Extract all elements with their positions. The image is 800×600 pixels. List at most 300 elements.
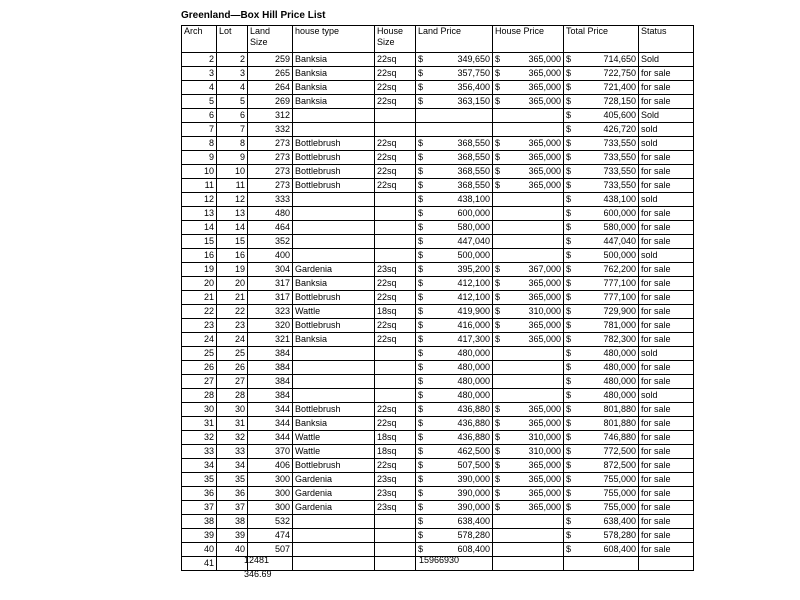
currency-symbol: $ — [495, 152, 501, 162]
cell-house-price — [493, 207, 564, 221]
cell-house-size: 22sq — [375, 81, 416, 95]
currency-symbol: $ — [495, 320, 501, 330]
cell-land-size: 332 — [248, 123, 293, 137]
currency-symbol: $ — [418, 320, 424, 330]
cell-house-price-value: 310,000 — [528, 306, 561, 316]
cell-house-price — [493, 123, 564, 137]
cell-lot: 20 — [217, 277, 248, 291]
cell-house-size: 22sq — [375, 67, 416, 81]
cell-arch: 22 — [182, 305, 217, 319]
cell-land-price-value: 500,000 — [457, 250, 490, 260]
currency-symbol: $ — [418, 348, 424, 358]
currency-symbol: $ — [566, 236, 572, 246]
currency-symbol: $ — [418, 166, 424, 176]
cell-house-price — [493, 151, 564, 165]
cell-land-size: 300 — [248, 501, 293, 515]
currency-symbol: $ — [418, 432, 424, 442]
cell-land-price — [416, 263, 493, 277]
currency-symbol: $ — [566, 488, 572, 498]
cell-arch: 28 — [182, 389, 217, 403]
currency-symbol: $ — [418, 208, 424, 218]
cell-status: for sale — [639, 95, 694, 109]
table-row — [182, 347, 694, 361]
table-row — [182, 179, 694, 193]
cell-land-price — [416, 487, 493, 501]
cell-total-price-value: 777,100 — [603, 278, 636, 288]
currency-symbol: $ — [566, 306, 572, 316]
cell-house-price — [493, 137, 564, 151]
currency-symbol: $ — [495, 54, 501, 64]
currency-symbol: $ — [495, 306, 501, 316]
cell-total-price-value: 405,600 — [603, 110, 636, 120]
cell-arch: 4 — [182, 81, 217, 95]
table-row — [182, 473, 694, 487]
cell-total-price — [564, 529, 639, 543]
cell-lot: 27 — [217, 375, 248, 389]
cell-arch: 33 — [182, 445, 217, 459]
cell-total-price — [564, 319, 639, 333]
cell-lot: 32 — [217, 431, 248, 445]
currency-symbol: $ — [495, 96, 501, 106]
cell-status: for sale — [639, 165, 694, 179]
price-table — [181, 25, 694, 571]
currency-symbol: $ — [495, 404, 501, 414]
cell-land-size: 507 — [248, 543, 293, 557]
cell-arch: 7 — [182, 123, 217, 137]
cell-total-price-value: 480,000 — [603, 390, 636, 400]
cell-land-size: 317 — [248, 277, 293, 291]
cell-house-price — [493, 67, 564, 81]
cell-total-price-value: 608,400 — [603, 544, 636, 554]
cell-house-price — [493, 389, 564, 403]
column-header-land-price: Land Price — [416, 26, 493, 53]
cell-house-size — [375, 515, 416, 529]
cell-arch: 2 — [182, 53, 217, 67]
cell-total-price — [564, 291, 639, 305]
cell-house-type: Banksia — [293, 53, 375, 67]
cell-land-size: 352 — [248, 235, 293, 249]
cell-land-size: 474 — [248, 529, 293, 543]
cell-house-price-value: 365,000 — [528, 96, 561, 106]
cell-lot: 9 — [217, 151, 248, 165]
currency-symbol: $ — [566, 376, 572, 386]
cell-house-price-value: 365,000 — [528, 68, 561, 78]
cell-land-size: 259 — [248, 53, 293, 67]
cell-land-price-value: 417,300 — [457, 334, 490, 344]
cell-total-price-value: 480,000 — [603, 362, 636, 372]
cell-lot: 21 — [217, 291, 248, 305]
currency-symbol: $ — [566, 460, 572, 470]
cell-land-price — [416, 67, 493, 81]
cell-lot: 40 — [217, 543, 248, 557]
cell-land-size: 333 — [248, 193, 293, 207]
column-header-total-price: Total Price — [564, 26, 639, 53]
cell-house-size — [375, 389, 416, 403]
table-row — [182, 319, 694, 333]
cell-house-price — [493, 403, 564, 417]
cell-total-price — [564, 375, 639, 389]
currency-symbol: $ — [418, 194, 424, 204]
table-row — [182, 221, 694, 235]
table-row — [182, 361, 694, 375]
cell-total-price-value: 500,000 — [603, 250, 636, 260]
table-row — [182, 459, 694, 473]
cell-land-price — [416, 333, 493, 347]
cell-land-size: 464 — [248, 221, 293, 235]
currency-symbol: $ — [566, 362, 572, 372]
currency-symbol: $ — [566, 208, 572, 218]
cell-house-size: 22sq — [375, 53, 416, 67]
cell-land-size: 273 — [248, 179, 293, 193]
total-land-price: 15966930 — [419, 555, 460, 565]
currency-symbol: $ — [418, 292, 424, 302]
cell-total-price — [564, 67, 639, 81]
cell-house-price-value: 365,000 — [528, 82, 561, 92]
cell-total-price-value: 721,400 — [603, 82, 636, 92]
cell-land-price — [416, 347, 493, 361]
cell-land-price — [416, 417, 493, 431]
cell-house-price-value: 365,000 — [528, 152, 561, 162]
cell-land-price — [416, 473, 493, 487]
cell-house-size — [375, 193, 416, 207]
cell-lot: 19 — [217, 263, 248, 277]
cell-status: sold — [639, 389, 694, 403]
currency-symbol: $ — [495, 292, 501, 302]
cell-house-price — [493, 263, 564, 277]
cell-total-price — [564, 487, 639, 501]
cell-house-size: 23sq — [375, 501, 416, 515]
cell-arch: 21 — [182, 291, 217, 305]
cell-total-price — [564, 193, 639, 207]
cell-total-price-value: 714,650 — [603, 54, 636, 64]
currency-symbol: $ — [418, 446, 424, 456]
cell-house-price — [493, 459, 564, 473]
cell-status: for sale — [639, 403, 694, 417]
currency-symbol: $ — [566, 502, 572, 512]
cell-house-price-value: 365,000 — [528, 54, 561, 64]
cell-lot: 14 — [217, 221, 248, 235]
currency-symbol: $ — [495, 474, 501, 484]
cell-land-price — [416, 221, 493, 235]
cell-lot: 8 — [217, 137, 248, 151]
cell-land-price — [416, 291, 493, 305]
cell-lot: 5 — [217, 95, 248, 109]
cell-arch: 39 — [182, 529, 217, 543]
cell-house-size: 22sq — [375, 165, 416, 179]
cell-status: for sale — [639, 151, 694, 165]
cell-total-price-value: 762,200 — [603, 264, 636, 274]
cell-land-price-value: 368,550 — [457, 180, 490, 190]
cell-house-size: 22sq — [375, 137, 416, 151]
cell-arch: 37 — [182, 501, 217, 515]
cell-arch: 6 — [182, 109, 217, 123]
cell-land-price-value: 419,900 — [457, 306, 490, 316]
cell-house-price-value: 365,000 — [528, 180, 561, 190]
cell-house-size — [375, 235, 416, 249]
cell-house-type: Gardenia — [293, 487, 375, 501]
table-row — [182, 389, 694, 403]
table-row — [182, 501, 694, 515]
cell-house-price-value: 365,000 — [528, 278, 561, 288]
cell-arch: 27 — [182, 375, 217, 389]
column-header-house-type: house type — [293, 26, 375, 53]
cell-land-price-value: 480,000 — [457, 348, 490, 358]
cell-total-price — [564, 445, 639, 459]
cell-land-price-value: 390,000 — [457, 502, 490, 512]
cell-lot: 39 — [217, 529, 248, 543]
currency-symbol: $ — [418, 362, 424, 372]
cell-status: for sale — [639, 319, 694, 333]
cell-arch: 40 — [182, 543, 217, 557]
cell-land-size: 344 — [248, 403, 293, 417]
cell-land-price-value: 480,000 — [457, 362, 490, 372]
cell-total-price — [564, 235, 639, 249]
cell-house-size: 22sq — [375, 333, 416, 347]
cell-house-price — [493, 445, 564, 459]
cell-land-price — [416, 529, 493, 543]
column-header-land-size: Land Size — [248, 26, 293, 53]
cell-total-price — [564, 221, 639, 235]
cell-land-price-value: 436,880 — [457, 418, 490, 428]
cell-house-price-value: 365,000 — [528, 488, 561, 498]
currency-symbol: $ — [495, 68, 501, 78]
cell-total-price-value: 746,880 — [603, 432, 636, 442]
cell-land-price — [416, 445, 493, 459]
cell-house-size: 22sq — [375, 291, 416, 305]
cell-total-price-value: 733,550 — [603, 180, 636, 190]
cell-lot: 25 — [217, 347, 248, 361]
cell-total-price — [564, 109, 639, 123]
cell-land-size: 344 — [248, 417, 293, 431]
currency-symbol: $ — [566, 124, 572, 134]
cell-total-price-value: 755,000 — [603, 502, 636, 512]
currency-symbol: $ — [418, 264, 424, 274]
currency-symbol: $ — [566, 348, 572, 358]
currency-symbol: $ — [566, 110, 572, 120]
cell-house-type — [293, 221, 375, 235]
cell-house-type — [293, 235, 375, 249]
cell-land-size: 323 — [248, 305, 293, 319]
cell-land-price — [416, 53, 493, 67]
cell-lot: 11 — [217, 179, 248, 193]
cell-house-price — [493, 319, 564, 333]
cell-status: for sale — [639, 445, 694, 459]
cell-house-type: Bottlebrush — [293, 319, 375, 333]
cell-total-price — [564, 53, 639, 67]
cell-status: for sale — [639, 543, 694, 557]
table-row — [182, 445, 694, 459]
currency-symbol: $ — [495, 432, 501, 442]
cell-status: sold — [639, 347, 694, 361]
cell-house-price — [493, 305, 564, 319]
cell-total-price-value: 755,000 — [603, 488, 636, 498]
cell-house-price-value: 365,000 — [528, 334, 561, 344]
cell-total-price-value: 600,000 — [603, 208, 636, 218]
cell-total-price — [564, 123, 639, 137]
table-row — [182, 95, 694, 109]
cell-house-price — [493, 165, 564, 179]
cell-house-type — [293, 207, 375, 221]
cell-total-price-value: 801,880 — [603, 404, 636, 414]
currency-symbol: $ — [418, 152, 424, 162]
cell-total-price — [564, 81, 639, 95]
cell-land-price-value: 608,400 — [457, 544, 490, 554]
cell-status: sold — [639, 249, 694, 263]
cell-land-price — [416, 235, 493, 249]
cell-total-price-value: 580,000 — [603, 222, 636, 232]
cell-house-price-value: 365,000 — [528, 292, 561, 302]
cell-arch: 25 — [182, 347, 217, 361]
cell-total-price — [564, 137, 639, 151]
cell-arch: 24 — [182, 333, 217, 347]
table-row — [182, 207, 694, 221]
currency-symbol: $ — [495, 264, 501, 274]
currency-symbol: $ — [495, 180, 501, 190]
cell-lot: 37 — [217, 501, 248, 515]
cell-total-price-value: 447,040 — [603, 236, 636, 246]
cell-house-size: 18sq — [375, 445, 416, 459]
cell-status: for sale — [639, 235, 694, 249]
cell-lot: 33 — [217, 445, 248, 459]
cell-land-size: 273 — [248, 137, 293, 151]
currency-symbol: $ — [566, 82, 572, 92]
cell-land-size: 384 — [248, 347, 293, 361]
cell-house-price — [493, 277, 564, 291]
cell-land-size: 264 — [248, 81, 293, 95]
cell-total-price — [564, 361, 639, 375]
cell-house-type — [293, 515, 375, 529]
table-row — [182, 67, 694, 81]
table-row — [182, 529, 694, 543]
cell-land-price — [416, 515, 493, 529]
cell-house-price — [493, 81, 564, 95]
cell-land-size: 269 — [248, 95, 293, 109]
cell-house-size: 22sq — [375, 151, 416, 165]
cell-land-size: 320 — [248, 319, 293, 333]
currency-symbol: $ — [566, 446, 572, 456]
currency-symbol: $ — [418, 390, 424, 400]
cell-house-type: Bottlebrush — [293, 151, 375, 165]
cell-land-price — [416, 95, 493, 109]
cell-status: for sale — [639, 487, 694, 501]
cell-house-price — [493, 333, 564, 347]
table-row — [182, 235, 694, 249]
cell-land-price-value: 600,000 — [457, 208, 490, 218]
cell-status: sold — [639, 193, 694, 207]
cell-lot: 2 — [217, 53, 248, 67]
cell-total-price — [564, 389, 639, 403]
cell-status: for sale — [639, 515, 694, 529]
cell-status: for sale — [639, 333, 694, 347]
cell-lot: 31 — [217, 417, 248, 431]
currency-symbol: $ — [566, 432, 572, 442]
cell-house-type: Bottlebrush — [293, 179, 375, 193]
cell-lot: 28 — [217, 389, 248, 403]
average-land-size: 346.69 — [244, 569, 272, 579]
cell-land-size: 480 — [248, 207, 293, 221]
cell-land-price — [416, 207, 493, 221]
cell-lot: 34 — [217, 459, 248, 473]
cell-arch: 30 — [182, 403, 217, 417]
cell-house-price-value: 365,000 — [528, 320, 561, 330]
cell-house-type: Bottlebrush — [293, 291, 375, 305]
cell-status: Sold — [639, 53, 694, 67]
cell-house-size: 22sq — [375, 319, 416, 333]
cell-total-price — [564, 459, 639, 473]
cell-house-price — [493, 361, 564, 375]
cell-house-type: Gardenia — [293, 473, 375, 487]
cell-arch: 9 — [182, 151, 217, 165]
cell-total-price — [564, 151, 639, 165]
cell-house-price — [493, 249, 564, 263]
cell-land-size: 312 — [248, 109, 293, 123]
cell-house-price — [493, 235, 564, 249]
cell-land-size: 265 — [248, 67, 293, 81]
cell-house-size — [375, 109, 416, 123]
cell-land-size: 273 — [248, 151, 293, 165]
currency-symbol: $ — [566, 320, 572, 330]
cell-house-type — [293, 347, 375, 361]
cell-lot: 7 — [217, 123, 248, 137]
cell-house-size: 23sq — [375, 473, 416, 487]
total-land-size: 12481 — [244, 555, 270, 565]
table-row — [182, 305, 694, 319]
cell-land-size: 273 — [248, 165, 293, 179]
currency-symbol: $ — [566, 292, 572, 302]
cell-house-type — [293, 375, 375, 389]
cell-arch: 36 — [182, 487, 217, 501]
currency-symbol: $ — [418, 278, 424, 288]
cell-arch: 10 — [182, 165, 217, 179]
cell-lot: 12 — [217, 193, 248, 207]
cell-house-price — [493, 473, 564, 487]
cell-total-price — [564, 473, 639, 487]
currency-symbol: $ — [418, 54, 424, 64]
cell-land-price-value: 363,150 — [457, 96, 490, 106]
cell-land-price — [416, 389, 493, 403]
cell-total-price — [564, 333, 639, 347]
cell-status: for sale — [639, 263, 694, 277]
currency-symbol: $ — [418, 530, 424, 540]
cell-total-price — [564, 95, 639, 109]
cell-arch: 15 — [182, 235, 217, 249]
cell-total-price-value: 733,550 — [603, 166, 636, 176]
cell-land-price-value: 480,000 — [457, 390, 490, 400]
currency-symbol: $ — [418, 82, 424, 92]
cell-land-price-value: 416,000 — [457, 320, 490, 330]
cell-house-price — [493, 221, 564, 235]
currency-symbol: $ — [566, 404, 572, 414]
cell-house-size: 22sq — [375, 277, 416, 291]
cell-house-price-value: 365,000 — [528, 404, 561, 414]
cell-house-price — [493, 179, 564, 193]
cell-land-price-value: 356,400 — [457, 82, 490, 92]
cell-house-type: Wattle — [293, 305, 375, 319]
currency-symbol: $ — [418, 222, 424, 232]
currency-symbol: $ — [418, 474, 424, 484]
cell-total-price — [564, 515, 639, 529]
cell-lot: 4 — [217, 81, 248, 95]
column-header-status: Status — [639, 26, 694, 53]
cell-land-price-value: 447,040 — [457, 236, 490, 246]
cell-status: for sale — [639, 67, 694, 81]
currency-symbol: $ — [418, 516, 424, 526]
cell-house-price-value: 365,000 — [528, 138, 561, 148]
cell-land-price — [416, 123, 493, 137]
currency-symbol: $ — [566, 166, 572, 176]
cell-status: sold — [639, 123, 694, 137]
cell-status: for sale — [639, 277, 694, 291]
